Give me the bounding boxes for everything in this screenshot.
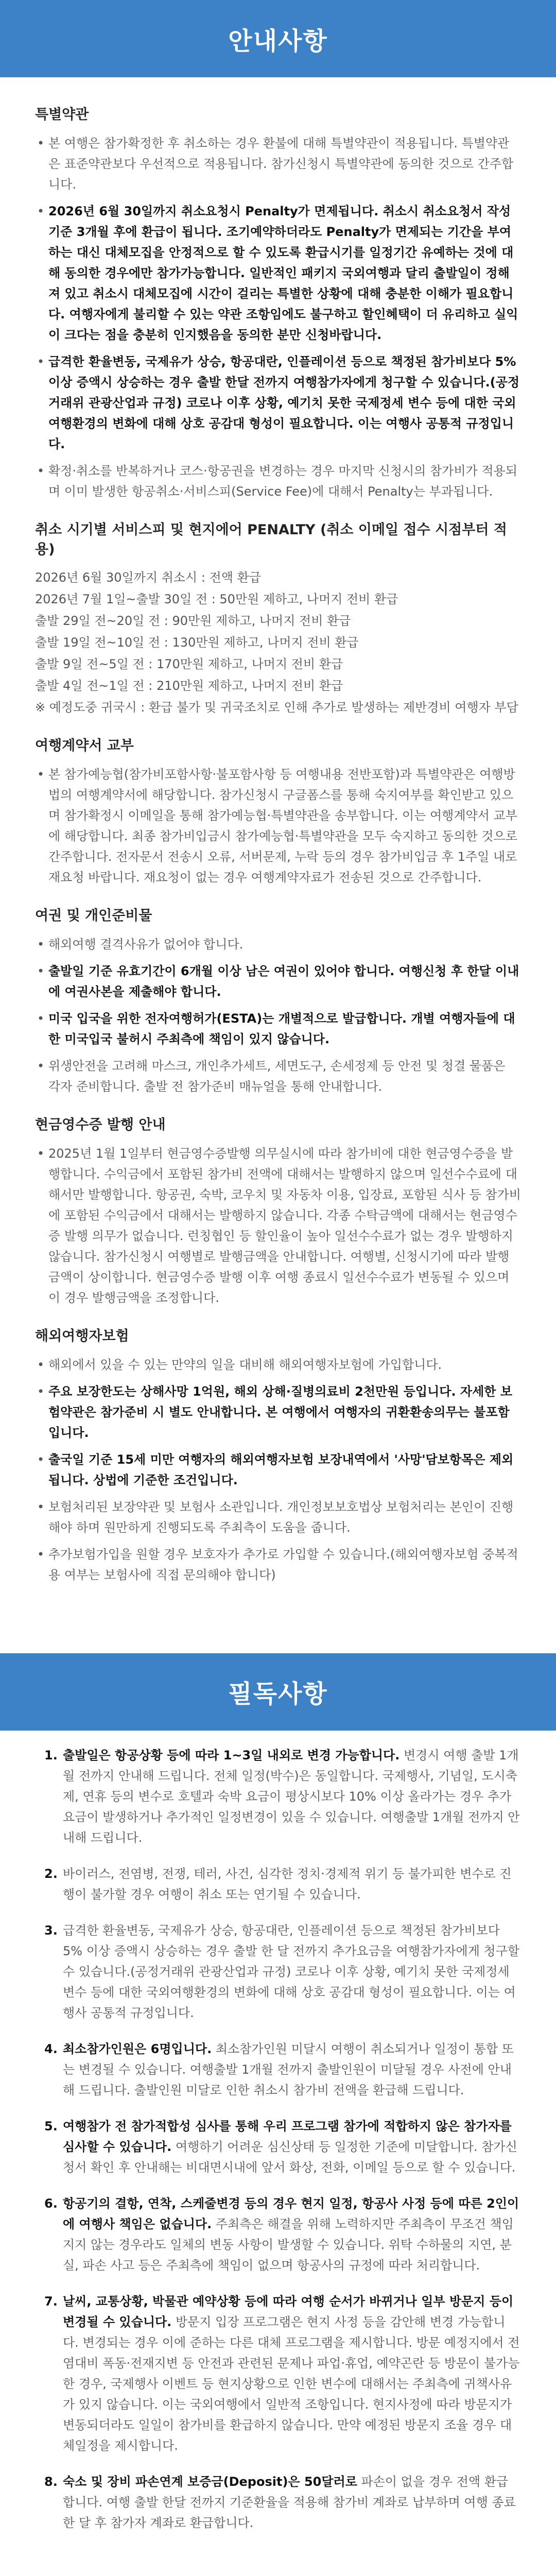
insurance-item-2-text: 주요 보장한도는 상해사망 1억원, 해외 상해·질병의료비 2천만원 등입니다. 자세한 보험약관은 참가준비 시 별도 안내합니다. 본 여행에서 여행자의 귀환환송의무는 불포함입니다. bbox=[48, 1384, 513, 1440]
notice-num-6: 6. bbox=[44, 2196, 58, 2211]
penalty-note: ※ 예정도중 귀국시 : 환급 불가 및 귀국조치로 인해 추가로 발생하는 제반경비 여행자 부담 bbox=[35, 700, 518, 715]
guide-content bbox=[0, 77, 556, 1597]
passport-item-1: • 해외여행 결격사유가 없어야 합니다. bbox=[35, 934, 521, 955]
insurance-heading: 해외여행자보험 bbox=[35, 1328, 129, 1344]
notice-bold-5: 여행참가 전 참가적합성 심사를 통해 우리 프로그램 참가에 적합하지 않은 참가자를 심사할 수 있습니다. bbox=[63, 2119, 512, 2154]
contract-heading: 여행계약서 교부 bbox=[35, 738, 134, 754]
guide-title-bar bbox=[0, 0, 556, 77]
special-terms-item-2-text: 2026년 6월 30일까지 취소요청시 Penalty가 면제됩니다. 취소시 취소요청서 작성 기준 3개월 후에 환급이 됩니다. 조기예약하더라도 Penalty가 면제되는 기간을 부여하는 대신 대체모집을 안정적으로 할 수 있도록 환급시기를 일정기간 유예하는 것에 대해 동의한 경우에만 참가가능합니다. 일반적인 패키지 국외여행과 달리 출발일이 정해져 있고 취소시 대체모집에 시간이 걸리는 특별한 상황에 대해 충분한 이해가 필요합니다. 여행자에게 불리할 수 있는 약관 조항임에도 불구하고 할인혜택이 더 유리하고 실익이 크다는 점을 충분히 인지했음을 동의한 분만 신청바랍니다. bbox=[48, 204, 518, 342]
penalty-heading: 취소 시기별 서비스피 및 현지에어 PENALTY (취소 이메일 접수 시점부터 적용) bbox=[35, 521, 507, 557]
notice-text-3: 급격한 환율변동, 국제유가 상승, 항공대란, 인플레이션 등으로 책정된 참가비보다 5% 이상 증액시 상승하는 경우 출발 한 달 전까지 추가요금을 여행참가자에게 청구할 수 있습니다.(공정거래위 관광산업과 규정) 코로나 이후 상황, 예기치 못한 국제정세 변수 등에 대한 국외여행환경의 변화에 대해 상호 공감대 형성이 필요합니다. 이는 여행사 공통적 규정입니다. bbox=[63, 1923, 520, 2020]
notice-item-8 bbox=[44, 2471, 520, 2533]
notice-num-1: 1. bbox=[44, 1748, 58, 1762]
notice-list bbox=[0, 1745, 556, 2533]
notice-text-6: 주최측은 해결을 위해 노력하지만 주최측이 무조건 책임지지 않는 경우라도 일체의 변동 사항이 발생할 수 있습니다. 위탁 수하물의 지연, 분실, 파손 사고 등은 주최측에 책임이 없으며 항공사의 규정에 따라 처리합니다. bbox=[63, 2216, 514, 2273]
contract-item-1: • 본 참가예능협(참가비포함사항·불포함사항 등 여행내용 전반포함)과 특별약관은 여행방법의 여행계약서에 해당합니다. 참가신청시 구글폼스를 통해 숙지여부를 확인받고 있으며 참가확정시 이메일을 통해 참가예능협·특별약관을 송부합니다. 이는 여행계약서 교부에 해당합니다. 최종 참가비입금시 참가예능협·특별약관을 모두 숙지하고 동의한 것으로 간주합니다. 전자문서 전송시 오류, 서버문제, 누락 등의 경우 참가비입금 후 1주일 내로 재요청 바랍니다. 재요청이 없는 경우 여행계약자료가 전송된 것으로 간주합니다. bbox=[35, 764, 521, 888]
notice-text-7: 방문지 입장 프로그램은 현지 사정 등을 감안해 변경 가능합니다. 변경되는 경우 이에 준하는 다른 대체 프로그램을 제시합니다. 방문 예정지에서 전염대비 폭동·전재지변 등 안전과 관련된 문제나 파업·휴업, 예약곤란 등 방문이 불가능한 경우, 국제행사 이벤트 등 현지상황으로 인한 변수에 대해서는 주최측에 귀책사유가 있지 않습니다. 이는 국외여행에서 일반적 조항입니다. 현지사정에 따라 방문지가 변동되더라도 일일이 참가비를 환급하지 않습니다. 만약 예정된 방문지 조율 경우 대체일정을 제시합니다. bbox=[63, 2314, 520, 2453]
notice-text-4: 최소참가인원 미달시 여행이 취소되거나 일정이 통합 또는 변경될 수 있습니다. 여행출발 1개월 전까지 출발인원이 미달될 경우 사전에 안내해 드립니다. 출발인원 미달로 인한 취소시 참가비 전액을 환급해 드립니다. bbox=[63, 2041, 514, 2097]
receipt-item-1: • 2025년 1월 1일부터 현금영수증발행 의무실시에 따라 참가비에 대한 현금영수증을 발행합니다. 수익금에서 포함된 참가비 전액에 대해서는 발행하지 않으며 일선수수료에 대해서만 발행합니다. 항공권, 숙박, 코우치 및 자동차 이용, 입장료, 포함된 식사 등 참가비에 포함된 수익금에서 대해서는 발행하지 않습니다. 각종 수탁금액에 대해서는 현금영수증 발행 의무가 없습니다. 런칭협인 등 할인율이 높아 일선수수료가 없는 경우 발행하지 않습니다. 참가신청시 여행별로 발행금액을 안내합니다. 여행별, 신청시기에 따라 발행금액이 상이합니다. 현금영수증 발행 이후 여행 종료시 일선수수료가 변동될 수 있으며 이 경우 발행금액을 조정합니다. bbox=[35, 1143, 521, 1308]
insurance-item-4: • 보험처리된 보장약관 및 보험사 소관입니다. 개인정보보호법상 보험처리는 본인이 진행해야 하며 원만하게 진행되도록 주최측이 도움을 줍니다. bbox=[35, 1497, 521, 1538]
passport-item-3 bbox=[35, 1008, 521, 1049]
notice-num-8: 8. bbox=[44, 2474, 58, 2489]
penalty-line-2: 2026년 7월 1일~출발 30일 전 : 50만원 제하고, 나머지 전비 환급 bbox=[35, 592, 398, 607]
notice-item-4 bbox=[44, 2039, 520, 2100]
guide-title: 안내사항 bbox=[228, 26, 328, 56]
receipt-heading: 현금영수증 발행 안내 bbox=[35, 1116, 166, 1133]
passport-item-4: • 위생안전을 고려해 마스크, 개인추가세트, 세면도구, 손세정제 등 안전 및 청결 물품은 각자 준비합니다. 출발 전 참가준비 매뉴얼을 통해 안내합니다. bbox=[35, 1056, 521, 1097]
insurance-item-2 bbox=[35, 1381, 521, 1443]
notice-title-bar bbox=[0, 1653, 556, 1731]
penalty-line-1: 2026년 6월 30일까지 취소시 : 전액 환급 bbox=[35, 570, 261, 585]
insurance-item-5: • 추가보험가입을 원할 경우 보호자가 추가로 가입할 수 있습니다.(해외여행자보험 중복적용 여부는 보험사에 직접 문의해야 합니다) bbox=[35, 1544, 521, 1585]
notice-item-2 bbox=[44, 1863, 520, 1905]
passport-item-2-text: 출발일 기준 유효기간이 6개월 이상 남은 여권이 있어야 합니다. 여행신청 후 한달 이내에 여권사본을 제출해야 합니다. bbox=[48, 963, 519, 999]
passport-item-2 bbox=[35, 961, 521, 1002]
notice-num-4: 4. bbox=[44, 2041, 58, 2056]
special-terms-item-1: • 본 여행은 참가확정한 후 취소하는 경우 환불에 대해 특별약관이 적용됩니다. 특별약관은 표준약관보다 우선적으로 적용됩니다. 참가신청시 특별약관에 동의한 것으로 간주합니다. bbox=[35, 133, 521, 195]
special-terms-item-3 bbox=[35, 351, 521, 454]
insurance-item-3 bbox=[35, 1449, 521, 1490]
notice-top-gap bbox=[0, 1731, 556, 1745]
notice-bold-7: 날씨, 교통상황, 박물관 예약상황 등에 따라 여행 순서가 바뀌거나 일부 방문지 등이 변경될 수 있습니다. bbox=[63, 2294, 514, 2329]
page-footer-space bbox=[0, 2549, 556, 2576]
passport-item-3-text: 미국 입국을 위한 전자여행허가(ESTA)는 개별적으로 발급합니다. 개별 여행자들에 대한 미국입국 불허시 주최측에 책임이 있지 않습니다. bbox=[48, 1011, 515, 1046]
passport-heading: 여권 및 개인준비물 bbox=[35, 908, 152, 924]
notice-item-1 bbox=[44, 1745, 520, 1848]
notice-bold-4: 최소참가인원은 6명입니다. bbox=[63, 2041, 212, 2056]
notice-item-6 bbox=[44, 2193, 520, 2276]
notice-item-3 bbox=[44, 1920, 520, 2023]
insurance-item-3-text: 출국일 기준 15세 미만 여행자의 해외여행자보험 보장내역에서 '사망'담보항목은 제외됩니다. 상법에 기준한 조건입니다. bbox=[48, 1452, 514, 1487]
penalty-line-5: 출발 9일 전~5일 전 : 170만원 제하고, 나머지 전비 환급 bbox=[35, 657, 343, 672]
special-terms-item-3-text: 급격한 환율변동, 국제유가 상승, 항공대란, 인플레이션 등으로 책정된 참가비보다 5% 이상 증액시 상승하는 경우 출발 한달 전까지 여행참가자에게 청구할 수 있습니다.(공정거래위 관광산업과 규정) 코로나 이후 상황, 예기치 못한 국제정세 변수 등에 대한 국외여행환경의 변화에 대해 상호 공감대 형성이 필요합니다. 이는 여행사 공통적 규정입니다. bbox=[48, 354, 520, 451]
notice-bold-1: 출발일은 항공상황 등에 따라 1~3일 내외로 변경 가능합니다. bbox=[63, 1748, 400, 1762]
notice-text-8: 파손이 없을 경우 전액 환급합니다. 여행 출발 한달 전까지 기준환율을 적용해 참가비 계좌로 납부하며 여행 종료 한 달 후 참가자 계좌로 환급합니다. bbox=[63, 2474, 516, 2530]
special-terms-heading: 특별약관 bbox=[35, 107, 89, 123]
penalty-list bbox=[35, 567, 521, 718]
notice-text-5: 여행하기 어려운 심신상태 등 일정한 기준에 미달합니다. 참가신청서 확인 후 안내해는 비대면시내에 앞서 화상, 전화, 이메일 등으로 할 수 있습니다. bbox=[63, 2139, 517, 2175]
penalty-line-4: 출발 19일 전~10일 전 : 130만원 제하고, 나머지 전비 환급 bbox=[35, 635, 359, 650]
notice-title: 필독사항 bbox=[228, 1680, 328, 1709]
notice-num-5: 5. bbox=[44, 2119, 58, 2133]
notice-item-7 bbox=[44, 2291, 520, 2456]
special-terms-item-2 bbox=[35, 201, 521, 345]
section-spacer bbox=[0, 1597, 556, 1653]
special-terms-item-4: • 확정·취소를 반복하거나 코스·항공권을 변경하는 경우 마지막 신청시의 참가비가 적용되며 이미 발생한 항공취소·서비스피(Service Fee)에 대해서 Penalty는 부과됩니다. bbox=[35, 461, 521, 502]
notice-bold-6: 항공기의 결항, 연착, 스케줄변경 등의 경우 현지 일정, 항공사 사정 등에 따른 2인이에 여행사 책임은 없습니다. bbox=[63, 2196, 519, 2231]
penalty-line-6: 출발 4일 전~1일 전 : 210만원 제하고, 나머지 전비 환급 bbox=[35, 679, 343, 693]
notice-num-3: 3. bbox=[44, 1923, 58, 1938]
notice-num-7: 7. bbox=[44, 2294, 58, 2309]
notice-num-2: 2. bbox=[44, 1866, 58, 1881]
notice-bold-8: 숙소 및 장비 파손연계 보증금(Deposit)은 50달러로 bbox=[63, 2474, 357, 2489]
notice-item-5 bbox=[44, 2116, 520, 2178]
insurance-item-1: • 해외에서 있을 수 있는 만약의 일을 대비해 해외여행자보험에 가입합니다. bbox=[35, 1354, 521, 1375]
penalty-line-3: 출발 29일 전~20일 전 : 90만원 제하고, 나머지 전비 환급 bbox=[35, 614, 351, 629]
notice-text-2: 바이러스, 전염병, 전쟁, 테러, 사건, 심각한 정치·경제적 위기 등 불가피한 변수로 진행이 불가할 경우 여행이 취소 또는 연기될 수 있습니다. bbox=[63, 1866, 512, 1902]
notice-text-1: 변경시 여행 출발 1개월 전까지 안내해 드립니다. 전체 일정(박수)은 동일합니다. 국제행사, 기념일, 도시축제, 연휴 등의 변수로 호텔과 숙박 요금이 평상시보다 10% 이상 올라가는 경우 추가요금이 발생하거나 추가적인 일정변경이 있을 수 있습니다. 여행출발 1개월 전까지 안내해 드립니다. bbox=[63, 1748, 520, 1845]
